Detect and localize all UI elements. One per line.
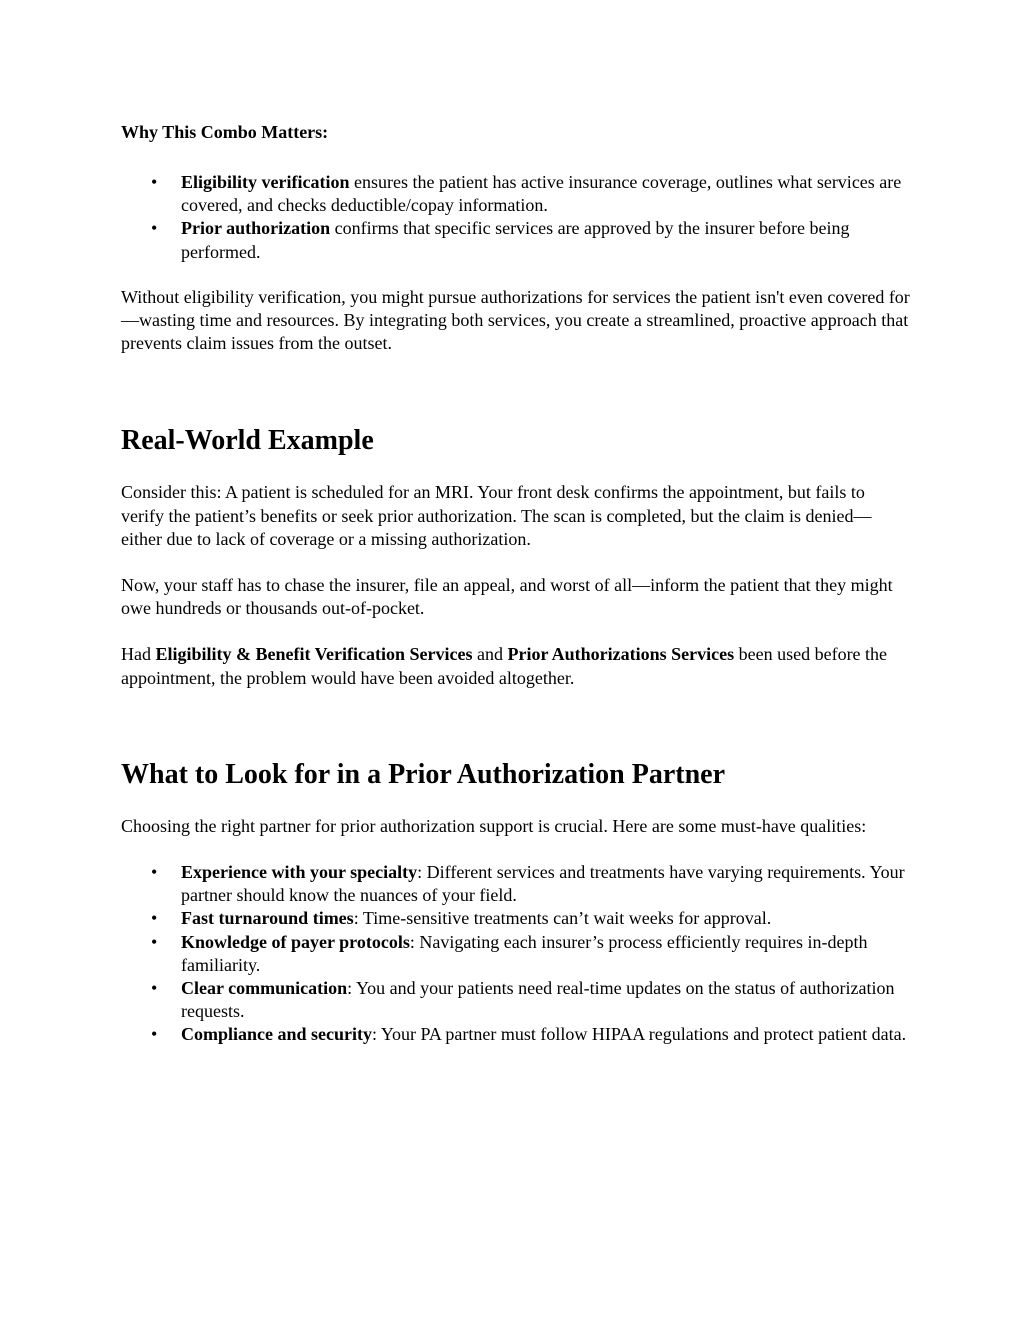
list-item [121,861,911,907]
list-item-text: : Your PA partner must follow HIPAA regulations and protect patient data. [372,1024,907,1045]
combo-paragraph: Without eligibility verification, you might pursue authorizations for services the patient isn't even covered for—wasting time and resources. By integrating both services, you create a streamlined, proactive approach that prevents claim issues from the outset. [121,286,910,354]
paragraph-bold-text: Eligibility & Benefit Verification Services [155,644,473,665]
list-item-term: Experience with your specialty [181,862,418,883]
partner-intro-paragraph: Choosing the right partner for prior authorization support is crucial. Here are some must-have qualities: [121,815,867,836]
list-item [121,217,911,263]
list-item-term: Compliance and security [181,1024,372,1045]
example-paragraph-1: Consider this: A patient is scheduled for an MRI. Your front desk confirms the appointment, but fails to verify the patient’s benefits or seek prior authorization. The scan is completed, but the claim is denied—either due to lack of coverage or a missing authorization. [121,482,872,549]
paragraph-text: been used before the appointment, the problem would have been avoided altogether. [121,644,888,688]
example-paragraph-3 [121,643,911,689]
bullet-icon: • [151,1024,158,1045]
list-item-term: Fast turnaround times [181,908,354,929]
section-heading-why-combo: Why This Combo Matters: [121,122,329,142]
list-item-text: : Time-sensitive treatments can’t wait weeks for approval. [353,908,772,929]
list-item-text: : You and your patients need real-time updates on the status of authorization requests. [181,978,895,1022]
bullet-icon: • [151,931,158,952]
paragraph-text: Had [121,644,156,665]
list-item-term: Eligibility verification [181,172,350,192]
document-content [121,121,911,1047]
example-paragraph-2: Now, your staff has to chase the insurer, file an appeal, and worst of all—inform the patient that they might owe hundreds or thousands out-of-pocket. [121,575,893,619]
list-item-term: Prior authorization [181,218,331,239]
list-item-text: : Different services and treatments have varying requirements. Your partner should know the nuances of your field. [181,862,905,906]
list-item-term: Clear communication [181,978,348,999]
list-item [121,931,911,977]
paragraph-text: and [472,644,508,665]
list-item-text: ensures the patient has active insurance coverage, outlines what services are covered, and checks deductible/copay information. [181,172,902,216]
list-item [121,1023,911,1046]
bullet-icon: • [151,978,158,999]
combo-bullet-list [121,171,911,264]
list-item [121,907,911,930]
section-heading-prior-auth-partner: What to Look for in a Prior Authorization Partner [121,758,726,790]
list-item [121,171,911,217]
section-heading-real-world-example: Real-World Example [121,425,374,457]
paragraph-bold-text: Prior Authorizations Services [507,644,735,665]
bullet-icon: • [151,172,158,192]
bullet-icon: • [151,862,158,883]
list-item-text: : Navigating each insurer’s process efficiently requires in-depth familiarity. [181,931,868,975]
partner-qualities-list [121,861,911,1047]
list-item [121,977,911,1023]
list-item-text: confirms that specific services are approved by the insurer before being performed. [181,218,850,262]
bullet-icon: • [151,908,158,929]
bullet-icon: • [151,218,158,239]
list-item-term: Knowledge of payer protocols [181,931,410,952]
